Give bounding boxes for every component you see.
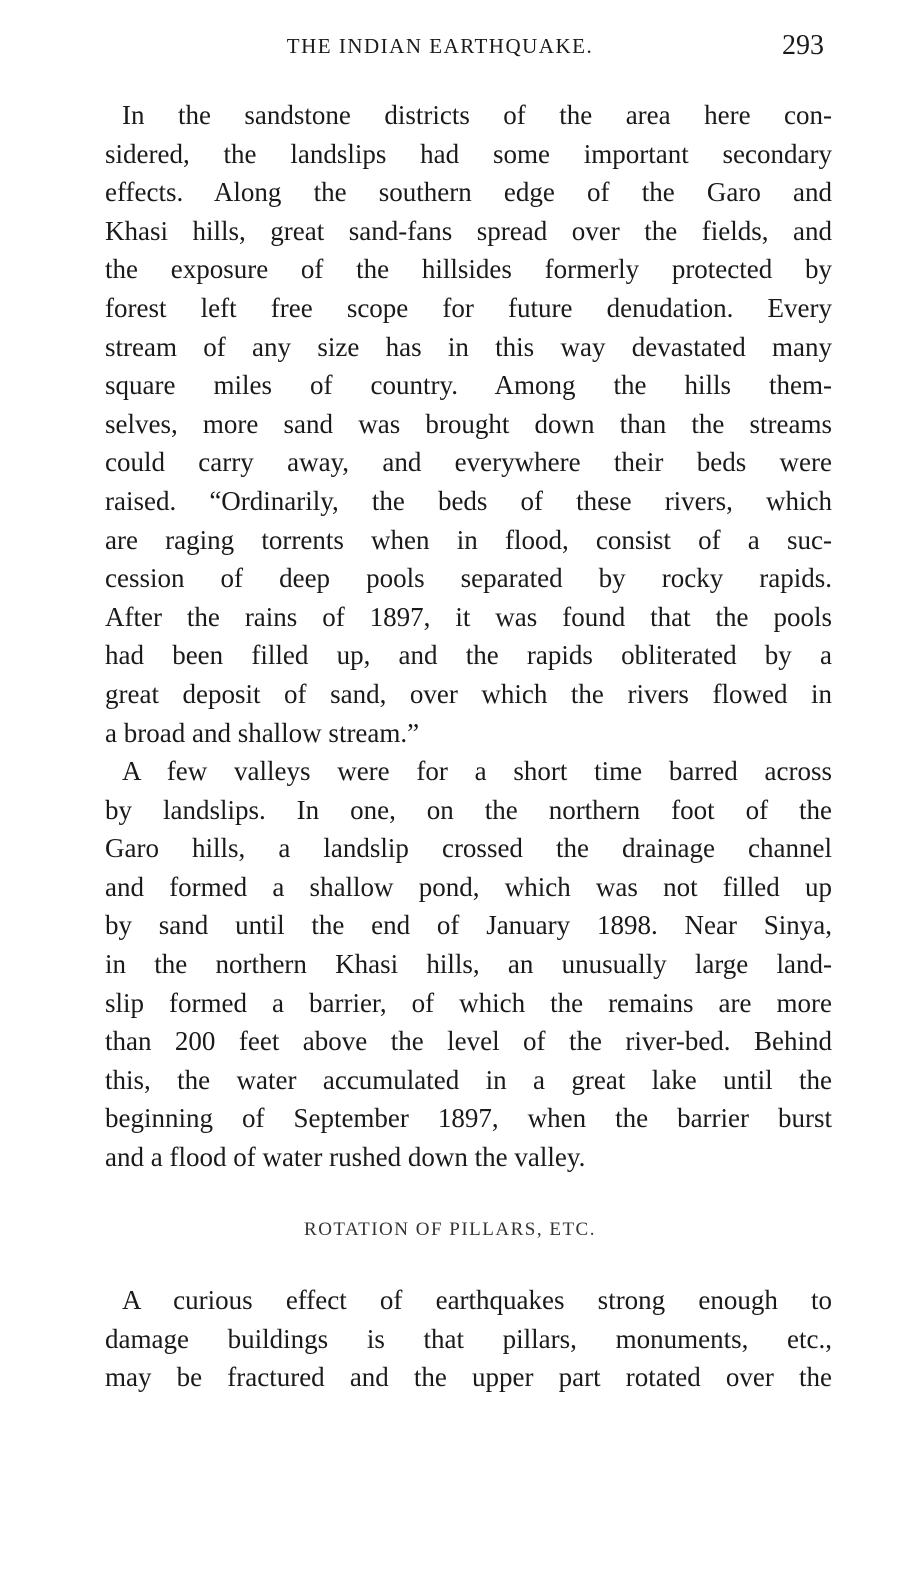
text-line: After the rains of 1897, it was found that the pools (105, 601, 832, 632)
paragraph (105, 752, 832, 1177)
text-line: damage buildings is that pillars, monuments, etc., (105, 1323, 832, 1354)
section-body-text (105, 1281, 832, 1397)
text-line: a broad and shallow stream.” (105, 717, 420, 748)
text-line: Khasi hills, great sand-fans spread over the fields, and (105, 215, 832, 246)
text-line: cession of deep pools separated by rocky rapids. (105, 563, 832, 594)
text-line: by sand until the end of January 1898. Near Sinya, (105, 910, 832, 941)
text-line: square miles of country. Among the hills them- (105, 370, 832, 401)
text-line: effects. Along the southern edge of the Garo and (105, 177, 832, 208)
text-line: stream of any size has in this way devastated many (105, 331, 832, 362)
paragraph (105, 1281, 832, 1397)
body-text (105, 96, 832, 1177)
text-line: and formed a shallow pond, which was not filled up (105, 871, 832, 902)
text-line: slip formed a barrier, of which the remains are more (105, 987, 832, 1018)
page-number: 293 (782, 30, 824, 61)
text-line: great deposit of sand, over which the rivers flowed in (105, 678, 832, 709)
text-line: are raging torrents when in flood, consist of a suc- (105, 524, 832, 555)
section-heading: ROTATION OF PILLARS, ETC. (304, 1219, 596, 1240)
text-line: and a flood of water rushed down the valley. (105, 1142, 586, 1173)
text-line: A few valleys were for a short time barred across (122, 756, 832, 787)
text-line: selves, more sand was brought down than the streams (105, 408, 832, 439)
text-line: had been filled up, and the rapids obliterated by a (105, 640, 832, 671)
text-line: A curious effect of earthquakes strong enough to (122, 1285, 832, 1315)
text-line: beginning of September 1897, when the barrier burst (105, 1103, 832, 1134)
text-line: Garo hills, a landslip crossed the drainage channel (105, 833, 832, 864)
text-line: in the northern Khasi hills, an unusually large land- (105, 949, 832, 980)
running-title: THE INDIAN EARTHQUAKE. (286, 34, 594, 58)
text-line: the exposure of the hillsides formerly protected by (105, 254, 832, 285)
text-line: this, the water accumulated in a great lake until the (105, 1064, 832, 1095)
page-header (0, 30, 900, 70)
text-line: than 200 feet above the level of the river-bed. Behind (105, 1026, 832, 1057)
text-line: could carry away, and everywhere their beds were (105, 447, 832, 478)
paragraph (105, 96, 832, 752)
text-line: raised. “Ordinarily, the beds of these rivers, which (105, 485, 832, 516)
text-line: by landslips. In one, on the northern foot of the (105, 794, 832, 825)
text-line: may be fractured and the upper part rotated over the (105, 1362, 832, 1393)
text-line: sidered, the landslips had some important secondary (105, 138, 832, 169)
text-line: In the sandstone districts of the area here con- (122, 100, 832, 130)
text-line: forest left free scope for future denudation. Every (105, 292, 832, 323)
